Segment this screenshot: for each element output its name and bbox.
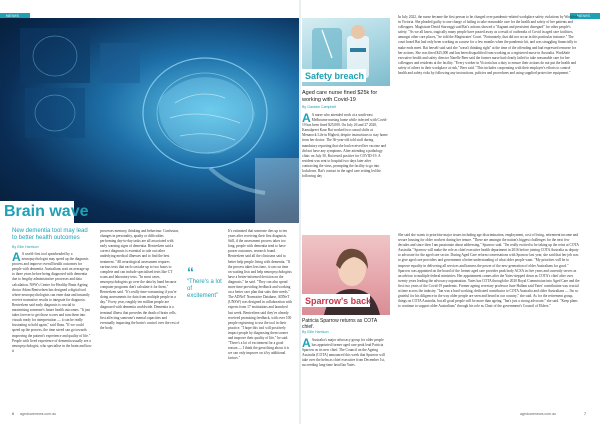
story1-drop-cap: A bbox=[302, 113, 311, 125]
story1-column-2: In July 2022, the nurse became the first person to be charged over pandemic-related workplace safety violations by WorkSafe in Victoria. She pleaded guilty to one charge of failing to take reasonable care for the health and safety of her patients and colleagues. Magistrate David Starvaggi said Rai's actions showed a "flagrant and persistent disregard" for other people's safety. "As we all know, tragically many people have passed away as a result of outbreaks of Covid in aged care facilities, amongst other care places," he told the Magistrates' Court. "Fortunately, that did not occur in this particular instance." The court heard Rai had only been working as a nurse for a few months when the pandemic hit, and was struggling financially to make ends meet. Rai herself said said she "wasn't thinking right" at the time of the offending and had expressed remorse for her actions. She was fined $25,000 and has been disqualified from working as a registered nurse in Australia. WorkSafe executive health and safety director Narelle Beer said the former nurse had clearly failed to take reasonable care for her colleagues and residents at the facility. "Every worker in Victoria has a duty to ensure their actions do not put the health and safety of others in their workplace at risk," Beer said. "This includes cooperating with their employer's efforts to control health and safety risks by following any instructions, policies and procedures and using supplied protective equipment." bbox=[398, 15, 579, 76]
page-spine bbox=[299, 0, 301, 424]
footer-url-right: agedcarenews.com.au bbox=[520, 412, 557, 416]
story2-column-2: She said she wants to prioritise major issues including age discrimination, employment, cost of living, retirement income and secure housing for older workers during her tenure. "These are amongst the nation's biggest challenges for the next few decades and since then I am passionate about addressing," Sparrow said. "I'm really excited to be taking up the reins at COTA Australia." Sparrow will make the role as chief executive health department in 2016 before joining COTA Australia as deputy to advocate for the aged care sector. During Aged Care reform conversations with Sparrow last year, she said that her job was to give aged care providers and government a better understanding of what older people want. "My priorities will be to improve equality in delivering all services and harness the power of the new generation of older Australians for good." Sparrow was appointed on the board of the former aged care provider peak body ACSA in five years and currently serves as an advisor to multiple federal ministries. Her appointment comes after the Yates-stepped down as COTA's chief after over twenty years leading the advocacy organisation. Yates has COTA through the 2020 Royal Commission into Aged Care and the first two years of the Covid-19 pandemic. Former ageing secretary professor June Hallam said Yates' contribution was crucial at time across the industry. "Ian was a hard working, dedicated contributor to COTA Australia and older Australians — I'm so grateful for his diligence in the way older people are seen and heard in our country," she said. As for the retirement group, things on COTA Australia, but all good people will be more than ageing. "Ian's just a strong advocate," she said. "Keep plans to continue to support older Australians" through his role as Chair of the government's Council of Elders." bbox=[398, 233, 580, 309]
page-number-right: 7 bbox=[584, 412, 586, 416]
story2-column-1-text: Australia's major advocacy group for older people has appointed former aged care peak lead Patricia Sparrow as its new chief. The Council on the Ageing Australia (COTA) announced this week that Sparrow will take over the helm as chief executive from December 1st, succeeding long-time head Ian Yates. bbox=[302, 338, 385, 368]
feature-title: Brain wave bbox=[4, 203, 89, 220]
page-number-left: 6 bbox=[12, 412, 14, 416]
story1-headline: Aged care nurse fined $25k for working with Covid-19 bbox=[302, 90, 378, 103]
pull-quote-mark: “ bbox=[187, 264, 194, 280]
pull-quote-text: “There's a lot of excitement” bbox=[187, 279, 222, 299]
article-byline: By Ellie Harrison bbox=[12, 245, 39, 249]
brain-scan-graphic bbox=[0, 18, 300, 223]
photo2-title: Sparrow's back bbox=[305, 296, 372, 306]
story2-byline: By Ellie Harrison bbox=[302, 330, 329, 334]
story2-drop-cap: A bbox=[302, 338, 311, 350]
story1-column-1 bbox=[302, 113, 388, 225]
article-headline: New dementia tool may lead to better health outcomes bbox=[12, 228, 88, 241]
story2-headline: Patricia Sparrow returns as COTA chief. bbox=[302, 318, 377, 330]
brain-xray-photo bbox=[0, 18, 300, 223]
pull-quote-box bbox=[187, 265, 223, 325]
article-column-1-text: A world-first tool spearheaded by a neuropsychologist may speed up the diagnosis process and improve overall health outcomes for people with dementia. Australians wait on average up to three years before being diagnosed with dementia due to lengthy administrative processes and data calculation. NSW's Centre for Healthy Brain Ageing doctor Adam Bentvelzen has designed a digital tool where neuropsychologists can enter data and instantly receive normative results to integrate for diagnosis. Bentvelzen said early diagnosis is crucial to maximising someone's future health outcomes. "It just takes forever to get those scores and turn them into visuals ready for interpretation — it can be really frustrating to hold again," said Ilona. "If we could speed up the process, the time saved can go towards improving the patient's experience and quality of life." People with lived experience of dementia usually see a neuropsychologist, who specialise in the brain and how it bbox=[12, 252, 92, 353]
story1-byline: By Gautam Campbell bbox=[302, 105, 337, 109]
section-label-right: NEWS bbox=[577, 13, 591, 18]
article-column-2: processes memory, thinking and behaviour. Confusion, changes in personality, apathy or difficulties performing day-to-day tasks are all associated with early warning signs of dementia. Bentvelzen said a correct diagnosis is essential to rule out other underlying medical illnesses and to find the best treatment. "All neurological assessment requires various tests that each can take up to two hours to complete and can include specialised tests like CT scans and laboratory tests. "In most cases, neuropsychologists go over the data by hand because computer programs don't calculate it for them," Bentvelzen said. "It's really time-consuming if you're doing assessments for data from multiple people in a day." Every year, roughly ten million people are diagnosed with dementia worldwide. Dementia is a terminal illness that precedes the death of brain cells, first affecting someone's mental capacities and eventually impacting the brain's control over the rest of the body. bbox=[100, 229, 180, 330]
photo-title: Safety breach bbox=[305, 71, 365, 81]
footer-url-left: agedcarenews.com.au bbox=[20, 412, 57, 416]
story1-column-1-text: A nurse who attended work at a south-east Melbourne nursing home while infected with Covid-19 has been fined $25,000. On July 26 and 27 2020, Kamalpreet Kaur Rai worked two casual shifts at Menarock Life in Highett, despite instructions to stay home from her doctor. The 36-year-old told staff during mandatory reporting that she had received her vaccine and did not have any symptoms. After attending a pathology clinic on July 30, Rai tested positive for COVID-19. A resident was sent to hospital two days later after contracting the virus, prompting the facility to go into lockdown. Rai's contact in the aged care setting led the following day bbox=[302, 113, 388, 179]
story2-column-1 bbox=[302, 338, 388, 408]
section-label-left: NEWS bbox=[6, 13, 20, 18]
article-column-3: It's estimated that someone dies up to ten years after receiving their first diagnosis. Still, if the assessment process takes too long, people with dementia tend to have poorer outcomes, research found. Bentvelzen said all the clinicians said to better help people living with dementia. "If the process takes less time, it can cut time on waiting lists and help neuropsychologists have a better-informed decision on the diagnosis," he said. "They can also spend more time providing feedback and working on a better care plan that suits their needs." The ADNeT Normative Database, ADNeT (UNSW) was designed in collaboration with experts from 17 institutions and launched last week. Bentvelzen said they've already received promising feedback, with over 100 people registering to use the tool in their practice. "I hope this tool will positively impact people by diagnosing them sooner and improve their quality of life," he said. "There's a lot of excitement for a good reason — I think the great thing about it is we can only improve on it by additional factors." bbox=[228, 229, 292, 361]
drop-cap: A bbox=[12, 252, 21, 264]
article-column-1 bbox=[12, 252, 92, 407]
